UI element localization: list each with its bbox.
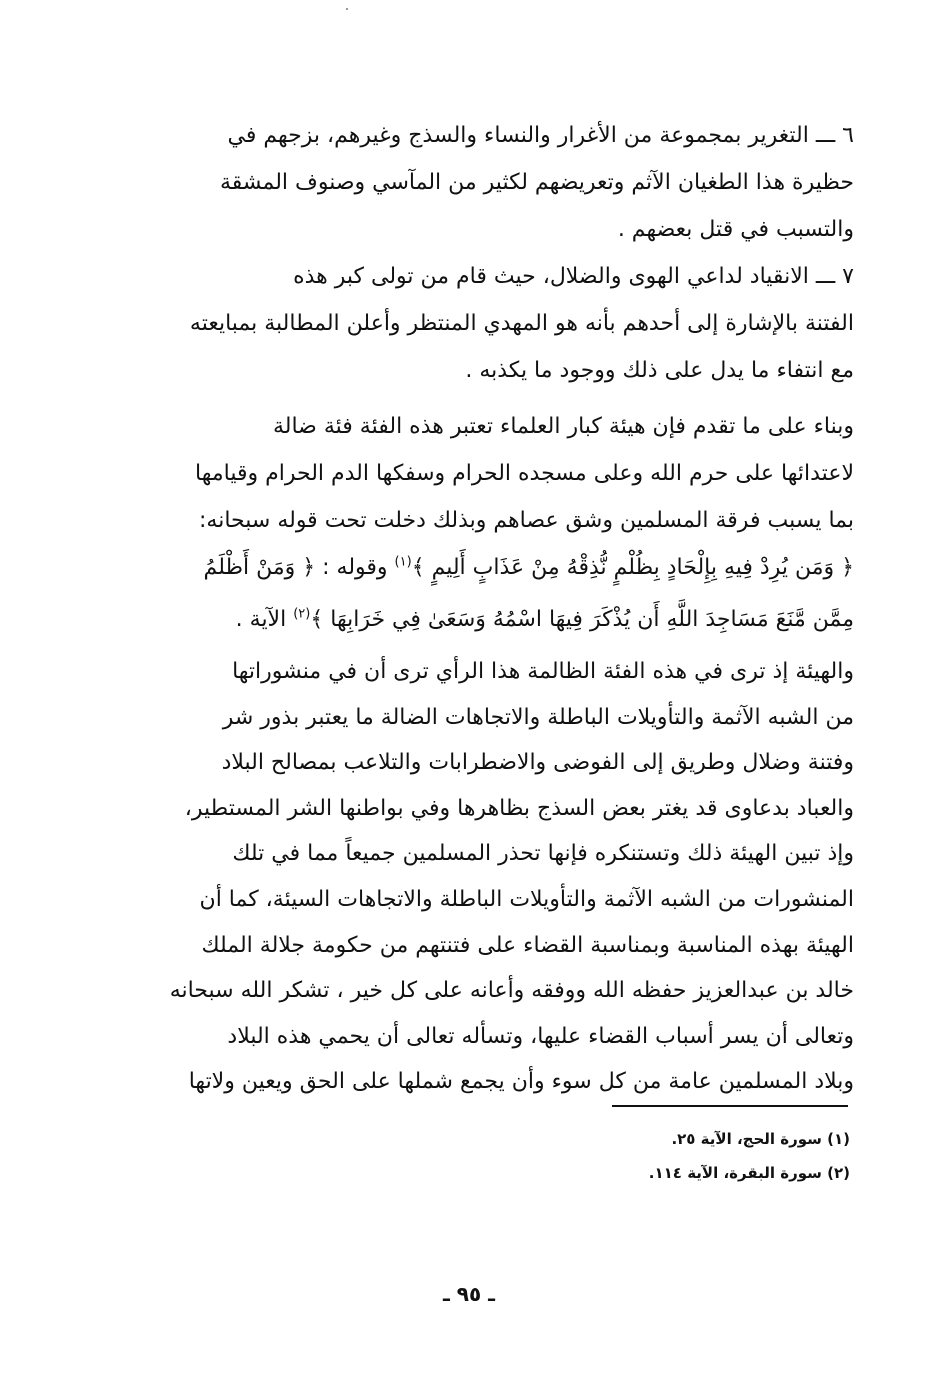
item-7-paragraph xyxy=(102,253,854,394)
warning-paragraph xyxy=(102,649,854,1105)
body-line-1: والهيئة إذ ترى في هذه الفئة الظالمة هذا الرأي ترى أن في منشوراتها xyxy=(232,659,854,684)
body-line-4: والعباد بدعاوى قد يغتر بعض السذج بظاهرها وفي بواطنها الشر المستطير، xyxy=(184,795,854,821)
intro-line-1: وبناء على ما تقدم فإن هيئة كبار العلماء تعتبر هذه الفئة فئة ضالة xyxy=(272,414,854,439)
intro-line-3: بما يسبب فرقة المسلمين وشق عصاهم وبذلك دخلت تحت قوله سبحانه: xyxy=(199,508,854,533)
item-6-line-3: والتسبب في قتل بعضهم . xyxy=(617,217,854,242)
ruling-intro-paragraph xyxy=(102,403,854,544)
scan-speck xyxy=(346,8,348,10)
item-6-paragraph xyxy=(102,112,854,253)
verse-al-baqarah-start: ﴿ وَمَنْ أَظْلَمُ xyxy=(203,555,316,580)
intro-line-2: لاعتدائها على حرم الله وعلى مسجده الحرام وسفكها الدم الحرام وقيامها xyxy=(195,461,854,486)
verse-connector: وقوله : xyxy=(315,555,395,580)
footnote-separator xyxy=(612,1105,848,1107)
footnote-1: (١) سورة الحج، الآية ٢٥. xyxy=(671,1130,850,1148)
verses-line-2 xyxy=(102,594,854,646)
footnote-ref-1: (١) xyxy=(394,554,412,570)
verse-al-baqarah-114: مِمَّن مَّنَعَ مَسَاجِدَ اللَّهِ أَن يُذْكَرَ فِيهَا اسْمُهُ وَسَعَىٰ فِي خَرَابِهَا ﴾ xyxy=(310,607,854,632)
ayah-label: الآية . xyxy=(235,607,294,632)
quranic-verses xyxy=(102,542,854,646)
item-6-line-2: حظيرة هذا الطغيان الآثم وتعريضهم لكثير من المآسي وصنوف المشقة xyxy=(219,170,854,195)
body-line-5: وإذ تبين الهيئة ذلك وتستنكره فإنها تحذر المسلمين جميعاً مما في تلك xyxy=(232,841,854,867)
body-line-3: وفتنة وضلال وطريق إلى الفوضى والاضطرابات والتلاعب بمصالح البلاد xyxy=(221,750,854,776)
footnotes xyxy=(500,1122,850,1190)
body-line-2: من الشبه الآثمة والتأويلات الباطلة والاتجاهات الضالة ما يعتبر بذور شر xyxy=(222,704,854,730)
item-7-line-2: الفتنة بالإشارة إلى أحدهم بأنه هو المهدي المنتظر وأعلن المطالبة بمبايعته xyxy=(189,311,854,336)
body-line-7: الهيئة بهذه المناسبة وبمناسبة القضاء على فتنتهم من حكومة جلالة الملك xyxy=(201,932,854,958)
body-line-6: المنشورات من الشبه الآثمة والتأويلات الباطلة والاتجاهات السيئة، كما أن xyxy=(199,886,854,912)
body-line-10: وبلاد المسلمين عامة من كل سوء وأن يجمع شملها على الحق ويعين ولاتها xyxy=(188,1069,854,1095)
body-line-9: وتعالى أن يسر أسباب القضاء عليها، وتسأله تعالى أن يحمي هذه البلاد xyxy=(227,1023,854,1049)
item-6-line-1: ٦ ـــ التغرير بمجموعة من الأغرار والنساء والسذج وغيرهم، بزجهم في xyxy=(227,123,854,148)
verse-al-hajj-25: ﴿ وَمَن يُرِدْ فِيهِ بِإِلْحَادٍ بِظُلْمٍ نُّذِقْهُ مِنْ عَذَابٍ أَلِيمٍ ﴾ xyxy=(411,555,854,580)
item-7-line-3: مع انتفاء ما يدل على ذلك ووجود ما يكذبه . xyxy=(465,358,854,383)
body-line-8: خالد بن عبدالعزيز حفظه الله ووفقه وأعانه على كل خير ، تشكر الله سبحانه xyxy=(169,978,854,1004)
footnote-ref-2: (٢) xyxy=(293,606,311,622)
page-number: ـ ٩٥ ـ xyxy=(442,1282,496,1306)
verses-line-1 xyxy=(102,542,854,594)
item-7-line-1: ٧ ـــ الانقياد لداعي الهوى والضلال، حيث قام من تولى كبر هذه xyxy=(293,264,854,289)
footnote-2: (٢) سورة البقرة، الآية ١١٤. xyxy=(648,1164,850,1182)
